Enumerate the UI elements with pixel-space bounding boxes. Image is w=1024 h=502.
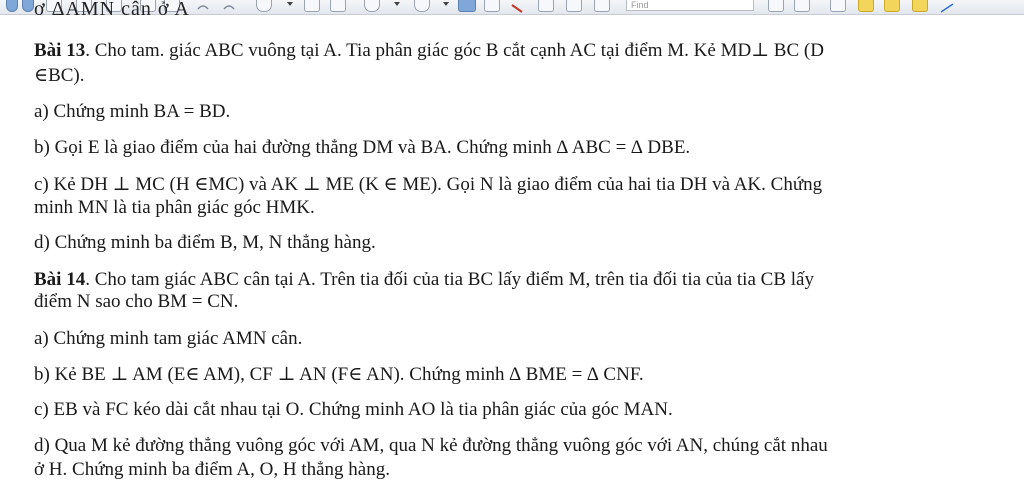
image-icon[interactable] xyxy=(484,0,500,12)
problem-13-part-d: d) Chứng minh ba điểm B, M, N thẳng hàng. xyxy=(34,232,376,253)
find-next-icon[interactable] xyxy=(794,0,810,12)
zoom-out-icon[interactable] xyxy=(364,0,380,12)
problem-13-part-b: b) Gọi E là giao điểm của hai đường thẳng DM và BA. Chứng minh ∆ ABC = ∆ DBE. xyxy=(34,137,691,158)
text-icon[interactable] xyxy=(566,0,582,12)
fit-width-icon[interactable] xyxy=(330,0,346,12)
problem-13-part-a: a) Chứng minh BA = BD. xyxy=(34,101,231,122)
zoom-dropdown-icon[interactable] xyxy=(287,2,293,6)
problem-14-intro-line-2: điểm N sao cho BM = CN. xyxy=(34,291,239,312)
clipped-previous-line xyxy=(34,0,234,20)
problem-14-intro-text-1: . Cho tam giác ABC cân tại A. Trên tia đối của tia BC lấy điểm M, trên tia đối tia của tia CB lấy xyxy=(85,269,814,290)
back-icon[interactable] xyxy=(6,0,18,12)
draw-icon[interactable] xyxy=(940,0,954,11)
select-tool-icon[interactable] xyxy=(458,0,476,12)
edit-icon[interactable] xyxy=(858,0,874,12)
problem-14-title: Bài 14 xyxy=(34,269,86,290)
problem-14-part-a: a) Chứng minh tam giác AMN cân. xyxy=(34,328,303,349)
problem-14-intro-line-1 xyxy=(34,268,994,291)
comment-icon[interactable] xyxy=(912,0,928,12)
layout-icon[interactable] xyxy=(538,0,554,12)
find-input[interactable]: Find xyxy=(626,0,754,11)
zoom-out-dropdown-icon[interactable] xyxy=(394,2,400,6)
problem-13-intro-text-1: . Cho tam. giác ABC vuông tại A. Tia phân giác góc B cắt cạnh AC tại điểm M. Kẻ MD xyxy=(85,40,752,61)
problem-13-title: Bài 13 xyxy=(34,40,86,61)
problem-13-intro-text-2: ⊥ BC (D xyxy=(751,40,824,61)
zoom-in-icon[interactable] xyxy=(414,0,430,12)
problem-13-intro-line-1 xyxy=(34,39,994,62)
problem-13-part-c-line-2: minh MN là tia phân giác góc HMK. xyxy=(34,197,315,218)
forward-icon[interactable] xyxy=(22,0,34,12)
zoom-icon[interactable] xyxy=(256,0,272,12)
problem-13-intro-line-2: ∈BC). xyxy=(34,65,85,86)
note-icon[interactable] xyxy=(884,0,900,12)
problem-13-part-c-line-1: c) Kẻ DH ⊥ MC (H ∈MC) và AK ⊥ ME (K ∈ ME). Gọi N là giao điểm của hai tia DH và AK. Chứng xyxy=(34,174,823,195)
stamp-icon[interactable] xyxy=(594,0,610,12)
clipped-previous-line-text: ơ ΔAMN cân ở A xyxy=(34,0,190,20)
fit-page-icon[interactable] xyxy=(304,0,320,12)
problem-14-part-d-line-1: d) Qua M kẻ đường thẳng vuông góc với AM, qua N kẻ đường thẳng vuông góc với AN, chúng cắt nhau xyxy=(34,435,828,456)
pen-icon[interactable] xyxy=(510,0,524,11)
problem-14-part-b: b) Kẻ BE ⊥ AM (E∈ AM), CF ⊥ AN (F∈ AN). Chứng minh ∆ BME = ∆ CNF. xyxy=(34,364,644,385)
zoom-in-dropdown-icon[interactable] xyxy=(443,2,449,6)
find-previous-icon[interactable] xyxy=(768,0,784,12)
problem-14-part-d-line-2: ở H. Chứng minh ba điểm A, O, H thẳng hàng. xyxy=(34,459,390,480)
highlight-icon[interactable] xyxy=(830,0,846,12)
problem-14-part-c: c) EB và FC kéo dài cắt nhau tại O. Chứng minh AO là tia phân giác của góc MAN. xyxy=(34,399,673,420)
